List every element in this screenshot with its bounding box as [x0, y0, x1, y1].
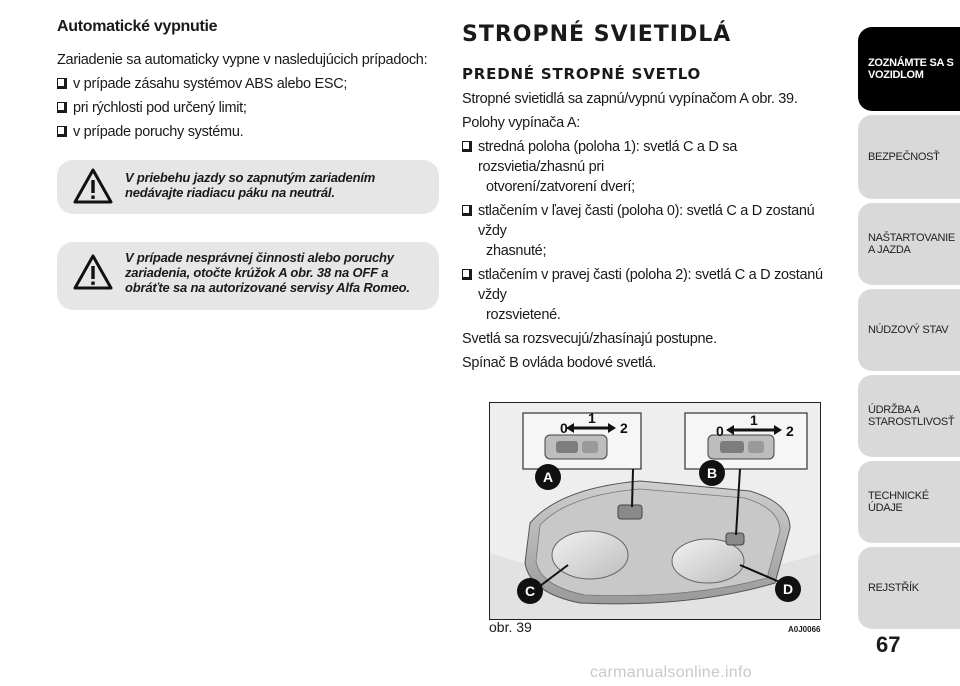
- warning-box-neutral: [57, 160, 439, 214]
- tab-starting-driving[interactable]: [858, 203, 960, 285]
- callout-c-label: C: [524, 583, 536, 599]
- checkbox-bullet-icon: [462, 205, 472, 216]
- section-title: STROPNÉ SVIETIDLÁ: [462, 22, 732, 47]
- list-item: pri rýchlosti pod určený limit;: [57, 98, 447, 118]
- tab-safety[interactable]: [858, 115, 960, 199]
- checkbox-bullet-icon: [462, 141, 472, 152]
- callout-b-label: B: [706, 465, 718, 481]
- watermark-text: carmanualsonline.info: [590, 664, 752, 681]
- ceiling-light-illustration: [489, 402, 821, 620]
- tab-emergency[interactable]: [858, 289, 960, 371]
- warning-text: V prípade nesprávnej činnosti alebo poruchy zariadenia, otočte krúžok A obr. 38 na OFF a obráťte sa na autorizované servisy Alfa Romeo.: [125, 250, 410, 295]
- tab-technical-data[interactable]: [858, 461, 960, 543]
- paragraph: Spínač B ovláda bodové svetlá.: [462, 355, 657, 371]
- list-item: stlačením v pravej časti (poloha 2): svetlá C a D zostanú vždy rozsvietené.: [462, 265, 832, 325]
- tab-label: TECHNICKÉ ÚDAJE: [868, 490, 929, 514]
- right-column: [462, 22, 832, 377]
- paragraph: Polohy vypínača A:: [462, 115, 580, 131]
- position-two-label: 2: [786, 423, 794, 439]
- warning-text: V priebehu jazdy so zapnutým zariadením nedávajte riadiacu páku na neutrál.: [125, 170, 376, 200]
- list-item: v prípade poruchy systému.: [57, 122, 447, 142]
- callout-a-label: A: [542, 469, 554, 485]
- warning-triangle-icon: [73, 254, 113, 290]
- page-number: 67: [876, 632, 901, 657]
- tab-maintenance[interactable]: [858, 375, 960, 457]
- ceiling-light-drawing: [490, 403, 820, 619]
- list-item: v prípade zásahu systémov ABS alebo ESC;: [57, 74, 447, 94]
- checkbox-bullet-icon: [57, 126, 67, 137]
- warning-triangle-icon: [73, 168, 113, 204]
- section-subtitle: PREDNÉ STROPNÉ SVETLO: [462, 65, 702, 83]
- figure-code: A0J0066: [788, 625, 821, 634]
- tab-label: REJSTŘÍK: [868, 582, 919, 594]
- paragraph: Stropné svietidlá sa zapnú/vypnú vypínačom A obr. 39.: [462, 91, 798, 107]
- tab-index[interactable]: [858, 547, 960, 629]
- callout-d-label: D: [782, 581, 794, 597]
- figure-caption: obr. 39: [489, 619, 532, 635]
- list-item: stlačením v ľavej časti (poloha 0): svetlá C a D zostanú vždy zhasnuté;: [462, 201, 832, 261]
- checkbox-bullet-icon: [462, 269, 472, 280]
- left-column: [57, 18, 447, 146]
- paragraph: Svetlá sa rozsvecujú/zhasínajú postupne.: [462, 331, 717, 347]
- checkbox-bullet-icon: [57, 102, 67, 113]
- position-zero-label: 0: [560, 420, 568, 436]
- warning-box-malfunction: [57, 242, 439, 310]
- list-item: stredná poloha (poloha 1): svetlá C a D sa rozsvietia/zhasnú pri otvorení/zatvorení dverí;: [462, 137, 832, 197]
- position-one-label: 1: [588, 410, 596, 426]
- tab-vehicle-intro[interactable]: [858, 27, 960, 111]
- intro-paragraph: Zariadenie sa automaticky vypne v nasledujúcich prípadoch:: [57, 52, 428, 68]
- tab-label: NAŠTARTOVANIE A JAZDA: [868, 232, 955, 256]
- position-one-label: 1: [750, 412, 758, 428]
- position-two-label: 2: [620, 420, 628, 436]
- section-heading-auto-off: Automatické vypnutie: [57, 18, 218, 35]
- tab-label: BEZPEČNOSŤ: [868, 151, 940, 163]
- position-zero-label: 0: [716, 423, 724, 439]
- tab-label: ÚDRŽBA A STAROSTLIVOSŤ: [868, 404, 955, 428]
- tab-label: NÚDZOVÝ STAV: [868, 324, 949, 336]
- tab-label: ZOZNÁMTE SA S VOZIDLOM: [868, 57, 954, 81]
- checkbox-bullet-icon: [57, 78, 67, 89]
